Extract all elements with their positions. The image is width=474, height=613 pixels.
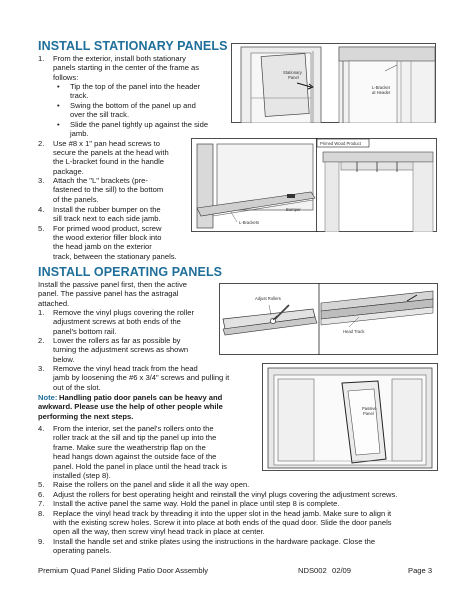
step-text: the L-bracket found in the handle bbox=[53, 157, 165, 167]
step-number: 8. bbox=[38, 508, 45, 518]
note-text: awkward. Please use the help of other people while bbox=[38, 402, 223, 412]
step-text: Install the rubber bumper on the bbox=[53, 204, 161, 214]
step-text: the head jamb on the exterior bbox=[53, 242, 152, 252]
bullet-text: jamb. bbox=[70, 129, 89, 138]
step-number: 3. bbox=[38, 176, 45, 185]
step-number: 1. bbox=[38, 308, 45, 317]
figure-l-brackets-bumper bbox=[191, 138, 437, 232]
footer-page: Page 3 bbox=[408, 566, 433, 575]
step-text: Attach the "L" brackets (pre- bbox=[53, 176, 148, 185]
bullet-icon: • bbox=[57, 119, 60, 129]
note-text: performing the next steps. bbox=[38, 411, 134, 421]
step-number: 1. bbox=[38, 54, 45, 63]
fig3-label-adjust-rollers: Adjust Rollers bbox=[255, 296, 281, 301]
step-text: For primed wood product, screw bbox=[53, 223, 162, 233]
step-text: panel. Hold the panel in place until the head track is bbox=[53, 461, 227, 471]
bullet-icon: • bbox=[57, 82, 60, 91]
fig3-label-head-track: Head Track bbox=[343, 329, 365, 334]
fig1-label-l-bracket: at Header bbox=[372, 90, 391, 95]
fig1-label-stationary-panel: Panel bbox=[288, 75, 299, 80]
step-number: 3. bbox=[38, 364, 45, 373]
step-text: panel's bottom rail. bbox=[53, 326, 117, 336]
step-number: 5. bbox=[38, 480, 45, 490]
step-text: with the existing screw holes. Screw it into place at both ends of the quad door. Slide the door panels bbox=[53, 518, 392, 527]
note-label: Note: bbox=[38, 393, 58, 402]
intro-text: attached. bbox=[38, 298, 70, 308]
step-text: Install the handle set and strike plates using the instructions in the hardware package. Close the bbox=[53, 536, 376, 546]
step-text: head hangs down against the outside face of the bbox=[53, 452, 217, 462]
step-text: the wood exterior filler block into bbox=[53, 232, 162, 242]
step-text: adjustment screws at both ends of the bbox=[53, 317, 181, 327]
step-text: Use #8 x 1" pan head screws to bbox=[53, 138, 160, 148]
step-text: Raise the rollers on the panel and slide it all the way open. bbox=[53, 480, 250, 490]
step-text: package. bbox=[53, 166, 84, 176]
section-heading-stationary: INSTALL STATIONARY PANELS bbox=[38, 39, 228, 53]
bullet-text: over the sill track. bbox=[70, 110, 130, 120]
step-text: Remove the vinyl plugs covering the roller bbox=[53, 308, 194, 317]
figure-stationary-panel-install bbox=[231, 43, 436, 123]
step-text: Remove the vinyl head track from the head bbox=[53, 364, 198, 373]
step-text: follows: bbox=[53, 72, 79, 82]
note-text: Handling patio door panels can be heavy and bbox=[59, 393, 223, 402]
bullet-text: track. bbox=[70, 91, 89, 101]
step-text: fastened to the sill) to the bottom bbox=[53, 185, 164, 195]
step-text: Adjust the rollers for best operating height and reinstall the vinyl plugs covering the adjustment screws. bbox=[53, 489, 398, 499]
section-heading-operating: INSTALL OPERATING PANELS bbox=[38, 265, 223, 279]
step-text: From the interior, set the panel's rollers onto the bbox=[53, 424, 214, 433]
bullet-text: Slide the panel tightly up against the side bbox=[70, 119, 209, 129]
fig4-label-passive-panel: Passive bbox=[362, 406, 377, 411]
step-text: below. bbox=[53, 354, 75, 364]
figure-adjust-rollers-head-track bbox=[219, 283, 438, 355]
bullet-icon: • bbox=[57, 100, 60, 110]
step-text: track, between the stationary panels. bbox=[53, 251, 177, 261]
step-text: jamb by loosening the #6 x 3/4" screws and pulling it bbox=[53, 373, 230, 383]
footer-code: NDS002 bbox=[298, 566, 327, 575]
step-text: out of the slot. bbox=[53, 382, 101, 392]
fig1-label-stationary-panel: Stationary bbox=[283, 70, 302, 75]
intro-text: panel. The passive panel has the astragal bbox=[38, 289, 179, 299]
intro-text: Install the passive panel first, then the active bbox=[38, 280, 188, 289]
fig2-label-bumper: Bumper bbox=[286, 207, 301, 212]
step-number: 9. bbox=[38, 536, 45, 546]
figure-passive-panel-install bbox=[262, 363, 438, 471]
step-text: installed (step 8). bbox=[53, 471, 111, 480]
footer-title: Premium Quad Panel Sliding Patio Door Assembly bbox=[38, 566, 209, 575]
step-text: roller track at the sill and tip the panel up into the bbox=[53, 433, 217, 443]
bullet-text: Tip the top of the panel into the header bbox=[70, 82, 201, 91]
step-text: turning the adjustment screws as shown bbox=[53, 345, 189, 355]
step-text: sill track next to each side jamb. bbox=[53, 213, 161, 223]
fig4-label-passive-panel: Panel bbox=[363, 411, 374, 416]
step-number: 6. bbox=[38, 489, 45, 499]
bullet-text: Swing the bottom of the panel up and bbox=[70, 100, 196, 110]
step-number: 2. bbox=[38, 336, 45, 345]
step-text: open all the way, then screw vinyl head track in place at center. bbox=[53, 527, 265, 537]
fig2-label-primed-wood: Primed Wood Product bbox=[320, 141, 361, 146]
fig2-label-l-brackets: L-Brackets bbox=[239, 220, 260, 225]
step-text: From the exterior, install both stationary bbox=[53, 54, 186, 63]
step-number: 7. bbox=[38, 499, 45, 509]
step-number: 2. bbox=[38, 138, 45, 148]
footer-date: 02/09 bbox=[332, 566, 352, 575]
step-text: frame. Make sure the weatherstrip flap on the bbox=[53, 442, 206, 452]
step-text: panels starting in the center of the frame as bbox=[53, 63, 200, 73]
step-text: Replace the vinyl head track by threading it into the upper slot in the head jamb. Make sure to align it bbox=[53, 508, 392, 518]
step-text: Install the active panel the same way. Hold the panel in place until step 8 is complete. bbox=[53, 499, 340, 509]
step-text: operating panels. bbox=[53, 546, 112, 556]
step-number: 4. bbox=[38, 424, 45, 433]
step-number: 5. bbox=[38, 223, 45, 233]
step-text: of the panels. bbox=[53, 194, 99, 204]
fig1-label-l-bracket: L-Bracket bbox=[372, 85, 390, 90]
step-text: Lower the rollers as far as possible by bbox=[53, 336, 181, 345]
step-text: secure the panels at the head with bbox=[53, 147, 169, 157]
step-number: 4. bbox=[38, 204, 45, 214]
